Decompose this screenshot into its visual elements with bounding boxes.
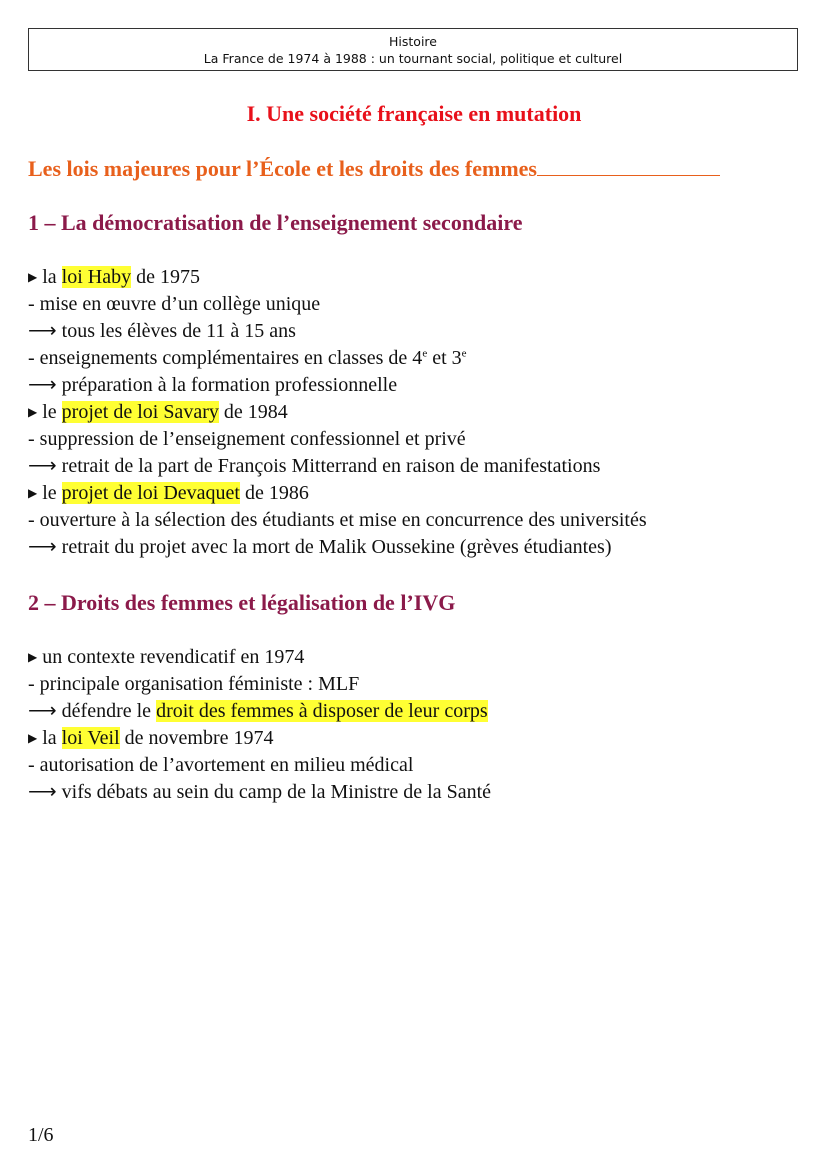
section-title-text: Les lois majeures pour l’École et les droits des femmes bbox=[28, 156, 537, 181]
subsection-1-content bbox=[28, 264, 647, 561]
text: un contexte revendicatif en 1974 bbox=[42, 646, 305, 668]
text: la bbox=[42, 727, 62, 749]
list-item: - mise en œuvre d’un collège unique bbox=[28, 293, 321, 315]
list-item: ⟶ retrait du projet avec la mort de Malik Oussekine (grèves étudiantes) bbox=[28, 536, 612, 558]
text: la bbox=[42, 266, 62, 288]
triangle-bullet-icon: ▶ bbox=[28, 486, 38, 500]
list-item: - suppression de l’enseignement confessionnel et privé bbox=[28, 428, 466, 450]
superscript: e bbox=[422, 347, 428, 360]
list-item bbox=[28, 345, 647, 372]
text: de 1986 bbox=[239, 482, 309, 504]
text: ⟶ défendre le bbox=[28, 700, 157, 722]
text: de novembre 1974 bbox=[119, 727, 274, 749]
highlight-loi-devaquet: projet de loi Devaquet bbox=[61, 482, 240, 504]
text: de 1975 bbox=[131, 266, 200, 288]
list-item: - autorisation de l’avortement en milieu médical bbox=[28, 754, 414, 776]
triangle-bullet-icon: ▶ bbox=[28, 650, 38, 664]
list-item: ⟶ préparation à la formation professionnelle bbox=[28, 374, 398, 396]
triangle-bullet-icon: ▶ bbox=[28, 405, 38, 419]
text: et 3 bbox=[427, 347, 462, 369]
highlight-droit-des-femmes: droit des femmes à disposer de leur corps bbox=[156, 700, 488, 722]
page-number: 1/6 bbox=[28, 1124, 54, 1146]
list-item: ⟶ vifs débats au sein du camp de la Ministre de la Santé bbox=[28, 781, 491, 803]
list-item: ⟶ retrait de la part de François Mitterrand en raison de manifestations bbox=[28, 455, 601, 477]
list-item bbox=[28, 264, 647, 291]
list-item: ⟶ tous les élèves de 11 à 15 ans bbox=[28, 320, 296, 342]
subsection-1-title: 1 – La démocratisation de l’enseignement secondaire bbox=[28, 210, 523, 235]
list-item: - principale organisation féministe : MLF bbox=[28, 673, 360, 695]
list-item bbox=[28, 644, 491, 671]
header-subject: Histoire bbox=[389, 34, 437, 49]
list-item: - ouverture à la sélection des étudiants et mise en concurrence des universités bbox=[28, 509, 647, 531]
subsection-2-title: 2 – Droits des femmes et légalisation de l’IVG bbox=[28, 590, 456, 615]
list-item bbox=[28, 399, 647, 426]
highlight-loi-savary: projet de loi Savary bbox=[61, 401, 219, 423]
text: - enseignements complémentaires en classes de 4 bbox=[28, 347, 423, 369]
section-title bbox=[28, 156, 720, 182]
highlight-loi-haby: loi Haby bbox=[61, 266, 132, 288]
triangle-bullet-icon: ▶ bbox=[28, 270, 38, 284]
section-title-rule bbox=[537, 157, 720, 176]
triangle-bullet-icon: ▶ bbox=[28, 731, 38, 745]
highlight-loi-veil: loi Veil bbox=[61, 727, 120, 749]
list-item bbox=[28, 480, 647, 507]
list-item bbox=[28, 698, 491, 725]
list-item bbox=[28, 725, 491, 752]
text: le bbox=[42, 401, 62, 423]
subsection-2-content bbox=[28, 644, 491, 806]
superscript: e bbox=[461, 347, 467, 360]
header-chapter: La France de 1974 à 1988 : un tournant social, politique et culturel bbox=[203, 51, 623, 66]
part-title: I. Une société française en mutation bbox=[246, 101, 582, 126]
text: de 1984 bbox=[218, 401, 288, 423]
text: le bbox=[42, 482, 62, 504]
header-box bbox=[28, 28, 798, 71]
